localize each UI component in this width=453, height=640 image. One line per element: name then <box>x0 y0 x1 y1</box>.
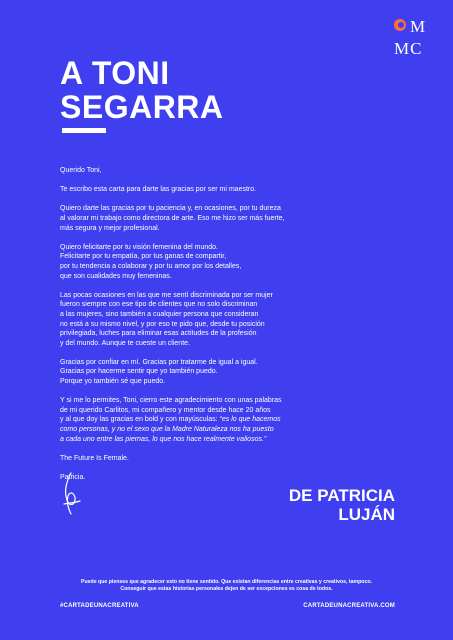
letter-paragraph-1 <box>60 185 360 195</box>
letter-paragraph-3 <box>60 243 360 281</box>
letter-line: Te escribo esta carta para darte las gracias por ser mi maestro. <box>60 186 257 194</box>
quote-text: como personas, y no el sexo que la Madre Naturaleza nos ha puesto <box>60 426 274 434</box>
hashtag-label: #CARTADEUNACREATIVA <box>60 603 139 609</box>
letter-line: Las pocas ocasiones en las que me sentí discriminada por ser mujer <box>60 291 273 299</box>
letter-line: más segura y mejor profesional. <box>60 224 160 232</box>
letter-line: Quiero felicitarte por tu visión femenina del mundo. <box>60 243 218 251</box>
letter-line: de mi querido Carlitos, mi compañero y mentor desde hace 20 años <box>60 406 271 414</box>
letter-body <box>60 166 360 492</box>
letter-line: Gracias por confiar en mí. Gracias por tratarme de igual a igual. <box>60 358 258 366</box>
sender-line-1: DE PATRICIA <box>288 486 395 505</box>
letter-closing: Patricia. <box>60 474 86 481</box>
letter-line: Gracias por hacerme sentir que yo también puedo. <box>60 368 218 376</box>
logo-row-2: MC <box>394 39 423 58</box>
footer-note-line-1: Puede que pienses que agradecer esto no tiene sentido. Que existan diferencias entre creativas y creativos, tampoco. <box>81 579 372 585</box>
letter-line: al valorar mi trabajo como directora de arte. Eso me hizo ser más fuerte, <box>60 214 285 222</box>
omc-logo <box>392 18 438 58</box>
title-line-2: SEGARRA <box>60 89 224 125</box>
footer-note <box>40 579 413 594</box>
letter-line: Felicitarte por tu empatía, por tus ganas de compartir, <box>60 253 227 261</box>
letter-line <box>60 415 360 425</box>
letter-paragraph-4 <box>60 291 360 349</box>
letter-paragraph-7: The Future Is Female. <box>60 454 129 462</box>
letter-line: que son cualidades muy femeninas. <box>60 272 172 280</box>
letter-line: Y si me lo permites, Toni, cierro este agradecimiento con unas palabras <box>60 397 282 405</box>
sender-signature-block <box>289 486 395 524</box>
sender-line-2: LUJÁN <box>338 505 395 524</box>
letter-line: privilegiada, luches para eliminar esas actitudes de la profesión <box>60 330 257 338</box>
letter-greeting: Querido Toni, <box>60 167 102 174</box>
letter-line: no está a su mismo nivel, y por eso te pido que, desde tu posición <box>60 320 265 328</box>
handwritten-signature <box>58 470 84 516</box>
letter-paragraph-6 <box>60 396 360 444</box>
letter-line: Porque yo también sé que puedo. <box>60 378 166 386</box>
logo-circle-icon <box>394 19 406 31</box>
website-link[interactable]: CARTADEUNACREATIVA.COM <box>303 603 395 609</box>
letter-line: Quiero darte las gracias por tu paciencia y, en ocasiones, por tu dureza <box>60 205 281 213</box>
quote-text: a cada uno entre las piernas, lo que nos hace realmente valiosos.” <box>60 435 267 443</box>
letter-line: por tu tendencia a colaborar y por tu amor por los detalles, <box>60 262 242 270</box>
title-line-1: A TONI <box>60 55 170 91</box>
page-title <box>60 56 320 124</box>
letter-line: y del mundo. Aunque te cueste un cliente. <box>60 339 190 347</box>
letter-line: a las mujeres, sino también a cualquier persona que consideran <box>60 310 259 318</box>
logo-row-1: M <box>410 17 427 36</box>
letter-line-text: y al que doy las gracias en bold y con mayúsculas: <box>60 416 220 424</box>
title-underline <box>62 128 106 133</box>
letter-paragraph-2 <box>60 204 360 233</box>
letter-paragraph-5 <box>60 358 360 387</box>
footer-note-line-2: Conseguir que estas historias personales dejen de ser excepciones es cosa de todos. <box>120 586 333 593</box>
letter-line: fueron siempre con ese tipo de clientes que no solo discriminan <box>60 301 258 309</box>
quote-text: “es lo que hacemos <box>219 416 281 424</box>
